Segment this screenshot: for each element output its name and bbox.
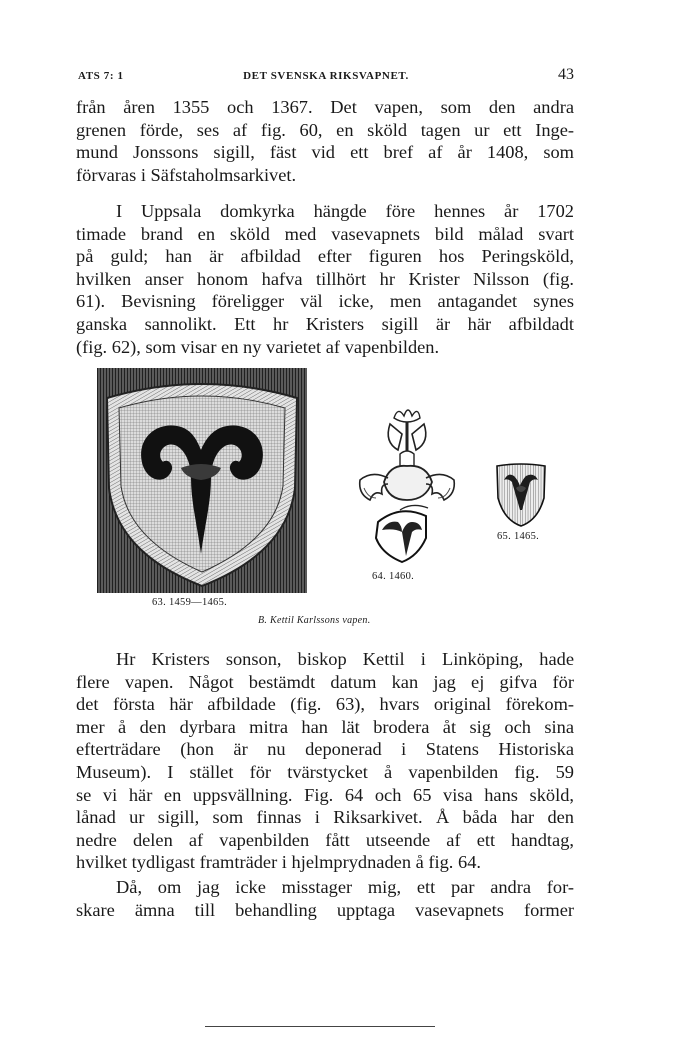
paragraph-3: [76, 648, 574, 874]
paragraph-1: [76, 96, 574, 186]
text-line: lånad ur sigill, som finnas i Riksarkivet. Å båda har den: [76, 807, 574, 828]
text-line: (fig. 62), som visar en ny varietet af vapenbilden.: [76, 336, 440, 357]
text-line: grenen förde, ses af fig. 60, en sköld tagen ur ett Inge-: [76, 119, 574, 140]
figure-64-seal: [354, 404, 460, 566]
signature-mark: ATS 7: 1: [78, 70, 124, 82]
text-line: hvilken anser honom hafva tillhört hr Krister Nilsson (fig.: [76, 268, 574, 289]
text-line: Museum). I stället för tvärstycket å vapenbilden fig. 59: [76, 761, 574, 782]
text-line: på guld; han är afbildad efter figuren hos Peringsköld,: [76, 246, 574, 267]
figure-63-shield: [97, 368, 307, 593]
figure-65-seal: [494, 462, 548, 528]
text-line: 61). Bevisning föreligger väl icke, men antagandet synes: [76, 291, 574, 312]
figure-63-caption: 63. 1459—1465.: [152, 597, 228, 608]
running-title: DET SVENSKA RIKSVAPNET.: [243, 70, 409, 82]
text-line: timade brand en sköld med vasevapnets bild målad svart: [76, 223, 574, 244]
text-line: ganska sannolikt. Ett hr Kristers sigill är här afbildadt: [76, 313, 574, 334]
figure-64-caption: 64. 1460.: [372, 571, 415, 582]
text-line: I Uppsala domkyrka hängde före hennes år 1702: [116, 201, 574, 221]
paragraph-2: [76, 200, 574, 358]
text-line: från åren 1355 och 1367. Det vapen, som den andra: [76, 97, 574, 117]
running-header: [78, 66, 574, 88]
text-line: hvilket tydligast framträder i hjelmprydnaden å fig. 64.: [76, 852, 481, 873]
text-line: skare ämna till behandling upptaga vasevapnets former: [76, 899, 574, 920]
small-vase-shield-icon: [494, 462, 548, 528]
text-line: Då, om jag icke misstager mig, ett par andra for-: [116, 877, 574, 897]
text-line: nedre delen af vapenbilden fått utseende af ett handtag,: [76, 829, 574, 850]
text-line: det första här afbildade (fig. 63), hvars original förekom-: [76, 694, 574, 715]
text-line: flere vapen. Något bestämdt datum kan jag ej gifva för: [76, 671, 574, 692]
crest-vase-seal-icon: [354, 404, 460, 566]
text-line: se vi här en uppsvällning. Fig. 64 och 65 visa hans sköld,: [76, 784, 574, 805]
text-line: mer å den dyrbara mitra han lät brodera åt sig och sina: [76, 716, 574, 737]
shield-vase-engraving-icon: [97, 368, 307, 593]
text-line: Hr Kristers sonson, biskop Kettil i Linköping, hade: [116, 649, 574, 669]
paragraph-4: [76, 876, 574, 921]
figure-65-caption: 65. 1465.: [497, 531, 540, 542]
plate-caption: B. Kettil Karlssons vapen.: [258, 615, 371, 626]
text-line: efterträdare (hon är nu deponerad i Statens Historiska: [76, 739, 574, 760]
text-line: förvaras i Säfstaholmsarkivet.: [76, 164, 297, 185]
text-line: mund Jonssons sigill, fäst vid ett bref af år 1408, som: [76, 142, 574, 163]
bottom-rule-divider: [205, 1026, 435, 1027]
page-number: 43: [558, 66, 574, 83]
